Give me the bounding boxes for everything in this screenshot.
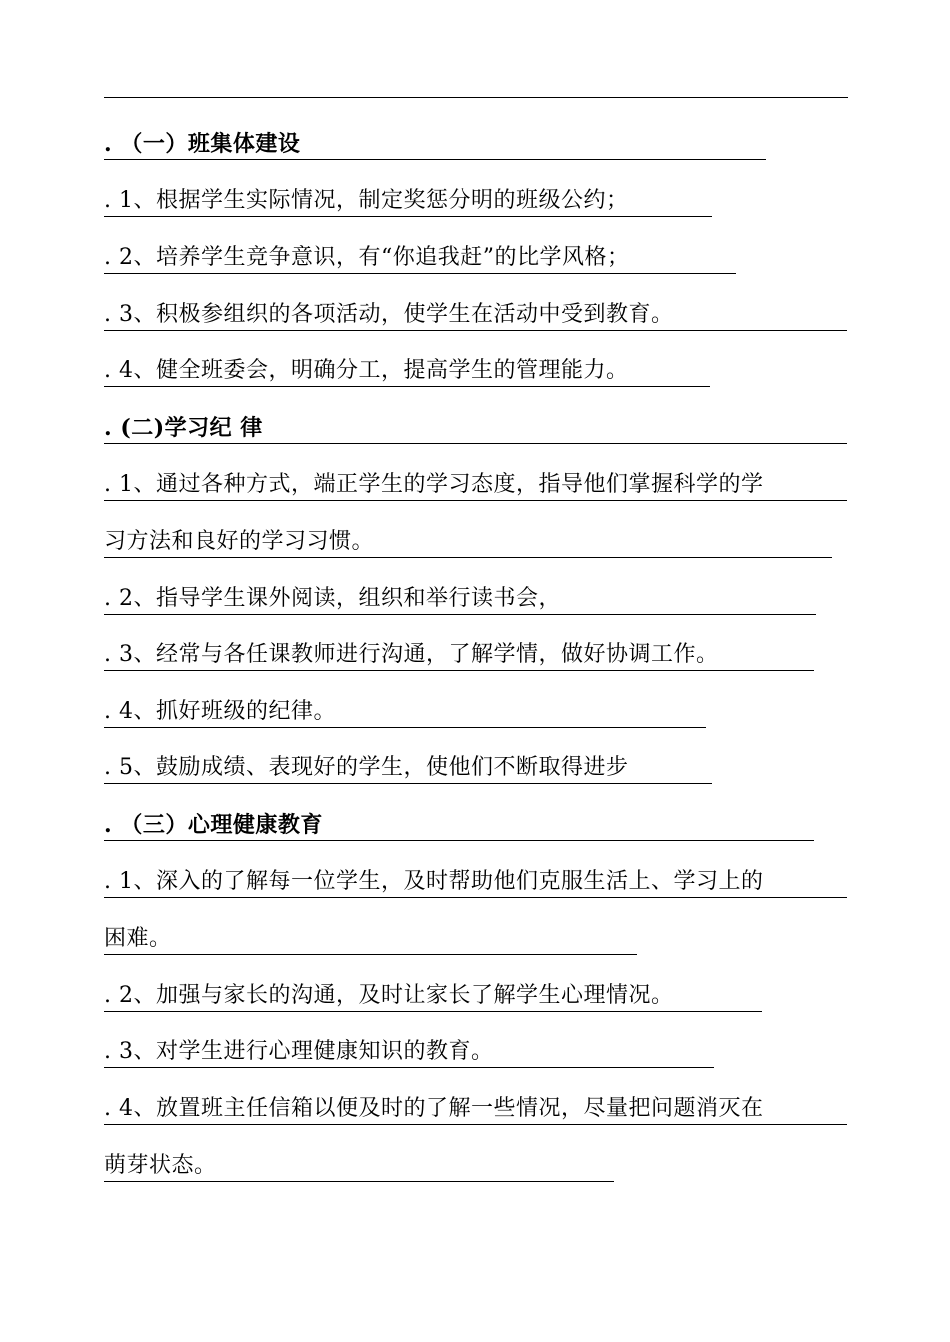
list-item-text: 萌芽状态。 (104, 1153, 217, 1178)
section-heading-text: . (二)学习纪 律 (104, 415, 263, 441)
list-item (104, 1040, 494, 1064)
list-item (104, 984, 674, 1008)
underline (104, 727, 706, 728)
underline (104, 670, 814, 671)
list-item-text: . 4、健全班委会，明确分工，提高学生的管理能力。 (104, 358, 629, 383)
underline (104, 614, 816, 615)
section-heading-1 (104, 132, 300, 156)
underline (104, 954, 637, 955)
list-item (104, 303, 674, 327)
underline (104, 1011, 762, 1012)
header-rule (104, 97, 848, 98)
list-item-text: 困难。 (104, 926, 172, 951)
underline (104, 1067, 714, 1068)
list-item-text: . 5、鼓励成绩、表现好的学生，使他们不断取得进步 (104, 755, 629, 780)
underline (104, 500, 847, 501)
underline (104, 557, 832, 558)
underline (104, 216, 712, 217)
underline (104, 330, 847, 331)
section-heading-text: . （三）心理健康教育 (104, 812, 323, 838)
list-item-continuation (104, 927, 172, 951)
underline (104, 897, 847, 898)
list-item-text: . 2、加强与家长的沟通，及时让家长了解学生心理情况。 (104, 983, 674, 1008)
underline (104, 273, 736, 274)
list-item-text: . 3、经常与各任课教师进行沟通，了解学情，做好协调工作。 (104, 642, 719, 667)
list-item (104, 756, 629, 780)
section-heading-3 (104, 813, 323, 837)
underline (104, 386, 710, 387)
list-item (104, 189, 629, 213)
underline (104, 443, 847, 444)
list-item-text: . 1、根据学生实际情况，制定奖惩分明的班级公约； (104, 188, 629, 213)
list-item-text: . 3、积极参组织的各项活动，使学生在活动中受到教育。 (104, 302, 674, 327)
list-item-continuation (104, 530, 374, 554)
underline (104, 1124, 847, 1125)
list-item-text: 习方法和良好的学习习惯。 (104, 529, 375, 554)
list-item (104, 1097, 764, 1121)
list-item (104, 587, 561, 611)
section-heading-2 (104, 416, 263, 440)
list-item-text: . 4、抓好班级的纪律。 (104, 699, 336, 724)
list-item-text: . 1、通过各种方式，端正学生的学习态度，指导他们掌握科学的学 (104, 472, 764, 497)
underline (104, 840, 814, 841)
list-item-text: . 4、放置班主任信箱以便及时的了解一些情况，尽量把问题消灭在 (104, 1096, 764, 1121)
list-item-text: . 2、指导学生课外阅读，组织和举行读书会， (104, 586, 561, 611)
list-item-text: . 2、培养学生竞争意识，有“你追我赶”的比学风格； (104, 245, 630, 270)
section-heading-text: . （一）班集体建设 (104, 131, 301, 157)
list-item-text: . 3、对学生进行心理健康知识的教育。 (104, 1039, 494, 1064)
list-item-continuation (104, 1154, 217, 1178)
list-item (104, 643, 719, 667)
list-item (104, 700, 336, 724)
list-item (104, 246, 629, 270)
list-item (104, 359, 629, 383)
list-item-text: . 1、深入的了解每一位学生，及时帮助他们克服生活上、学习上的 (104, 869, 764, 894)
underline (104, 159, 766, 160)
underline (104, 783, 712, 784)
underline (104, 1181, 614, 1182)
list-item (104, 870, 764, 894)
list-item (104, 473, 764, 497)
